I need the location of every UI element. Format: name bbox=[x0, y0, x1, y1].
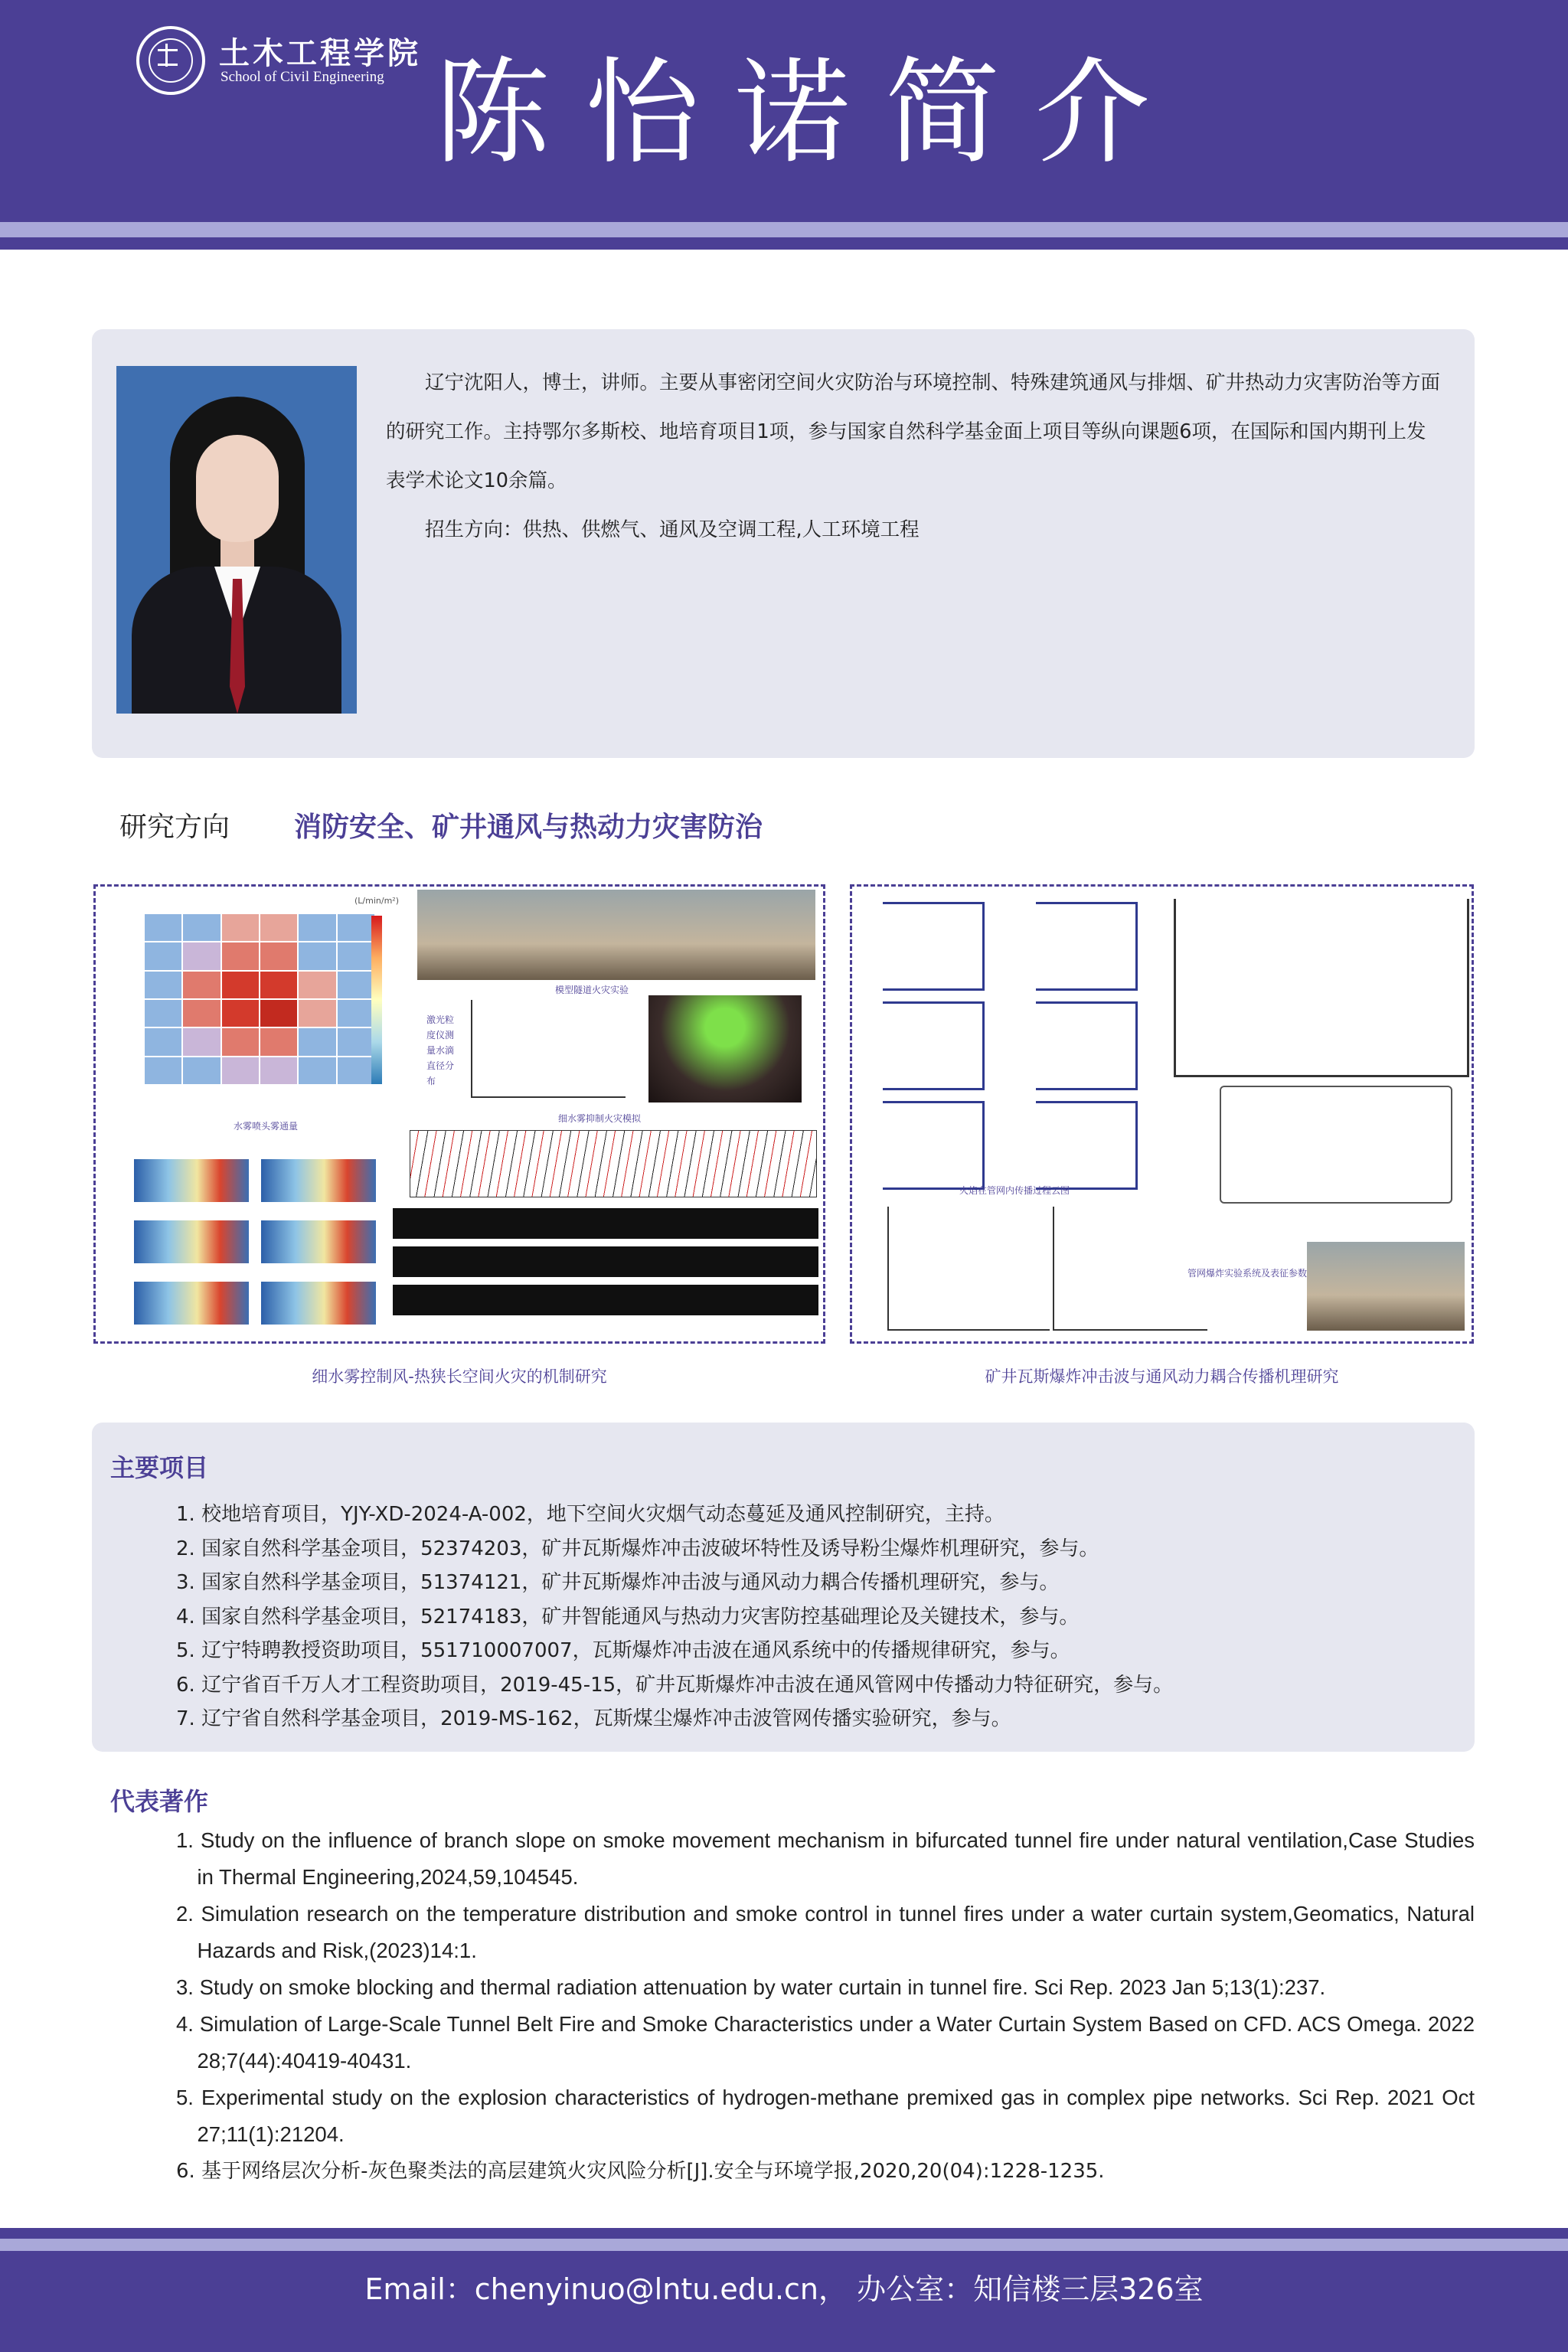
list-item: 5. Experimental study on the explosion characteristics of hydrogen-methane premixed gas in complex pipe networks. Sci Rep. 2021 Oct 27;11(1):21204. bbox=[176, 2086, 1475, 2146]
figure-water-mist bbox=[93, 884, 825, 1344]
streamline-plot bbox=[410, 1130, 817, 1197]
list-item: 1. 校地培育项目，YJY-XD-2024-A-002，地下空间火灾烟气动态蔓延及通风控制研究，主持。 bbox=[176, 1503, 1004, 1526]
projects-card bbox=[92, 1423, 1475, 1752]
contour-plot-2 bbox=[261, 1159, 376, 1202]
enrollment-direction: 招生方向：供热、供燃气、通风及空调工程,人工环境工程 bbox=[425, 518, 920, 541]
pressure-position-chart bbox=[1053, 1207, 1207, 1331]
publications-title: 代表著作 bbox=[110, 1787, 209, 1816]
logo-english-name: School of Civil Engineering bbox=[220, 69, 384, 85]
spray-jet-photo bbox=[648, 995, 802, 1102]
list-item: 2. Simulation research on the temperature distribution and smoke control in tunnel fires under a water curtain system,Geomatics, Natural Hazards and Risk,(2023)14:1. bbox=[176, 1902, 1475, 1962]
school-logo bbox=[136, 26, 427, 103]
footer-banner bbox=[0, 2251, 1568, 2352]
pressure-curve-chart bbox=[887, 1207, 1050, 1331]
research-direction-value: 消防安全、矿井通风与热动力灾害防治 bbox=[294, 812, 763, 843]
spray-flux-heatmap bbox=[145, 914, 374, 1084]
list-item: 6. 基于网络层次分析-灰色聚类法的高层建筑火灾风险分析[J].安全与环境学报,2020,20(04):1228-1235. bbox=[176, 2160, 1105, 2183]
simulation-caption: 细水雾抑制火灾模拟 bbox=[558, 1113, 642, 1124]
list-item: 6. 辽宁省百千万人才工程资助项目，2019-45-15，矿井瓦斯爆炸冲击波在通风管网中传播动力特征研究，参与。 bbox=[176, 1673, 1174, 1697]
heatmap-unit: (L/min/m²) bbox=[354, 896, 399, 906]
pipe-network-diagram bbox=[1174, 899, 1469, 1077]
contour-plot-3 bbox=[134, 1220, 249, 1263]
list-item: 1. Study on the influence of branch slope on smoke movement mechanism in bifurcated tunnel fire under natural ventilation,Case Studies in Thermal Engineering,2024,59,104545. bbox=[176, 1828, 1475, 1889]
figure-left-caption: 细水雾控制风-热狭长空间火灾的机制研究 bbox=[312, 1367, 607, 1386]
params-caption: 管网爆炸实验系统及表征参数 bbox=[1187, 1268, 1308, 1279]
bio-paragraph: 辽宁沈阳人，博士，讲师。主要从事密闭空间火灾防治与环境控制、特殊建筑通风与排烟、矿井热动力灾害防治等方面的研究工作。主持鄂尔多斯校、地培育项目1项，参与国家自然科学基金面上项目等纵向课题6项，在国际和国内期刊上发表学术论文10余篇。 bbox=[386, 371, 1441, 492]
list-item: 7. 辽宁省自然科学基金项目，2019-MS-162，瓦斯煤尘爆炸冲击波管网传播实验研究，参与。 bbox=[176, 1707, 1011, 1730]
research-direction-label: 研究方向 bbox=[119, 812, 230, 843]
pipe-cloud-6 bbox=[1036, 1101, 1138, 1190]
pipe-cloud-5 bbox=[883, 1101, 985, 1190]
header-banner bbox=[0, 0, 1568, 222]
projects-list bbox=[176, 1498, 1447, 1736]
list-item: 3. 国家自然科学基金项目，51374121，矿井瓦斯爆炸冲击波与通风动力耦合传播机理研究，参与。 bbox=[176, 1571, 1060, 1594]
pipe-cloud-3 bbox=[883, 1001, 985, 1090]
list-item: 4. Simulation of Large-Scale Tunnel Belt Fire and Smoke Characteristics under a Water Curtain System Based on CFD. ACS Omega. 2022 28;7(44):40419-40431. bbox=[176, 2012, 1475, 2073]
list-item: 5. 辽宁特聘教授资助项目，551710007007，瓦斯爆炸冲击波在通风系统中的传播规律研究，参与。 bbox=[176, 1639, 1070, 1662]
list-item: 3. Study on smoke blocking and thermal radiation attenuation by water curtain in tunnel fire. Sci Rep. 2023 Jan 5;13(1):237. bbox=[176, 1975, 1326, 1999]
page-title: 陈怡诺简介 bbox=[435, 47, 1186, 180]
tunnel-caption: 模型隧道火灾实验 bbox=[555, 985, 629, 995]
tunnel-photo bbox=[417, 890, 815, 980]
fire-frame-1 bbox=[393, 1208, 818, 1239]
list-item: 4. 国家自然科学基金项目，52174183，矿井智能通风与热动力灾害防控基础理论及关键技术，参与。 bbox=[176, 1605, 1080, 1628]
contour-plot-6 bbox=[261, 1282, 376, 1325]
list-item: 2. 国家自然科学基金项目，52374203，矿井瓦斯爆炸冲击波破坏特性及诱导粉尘爆炸机理研究，参与。 bbox=[176, 1537, 1099, 1560]
contact-info: Email：chenyinuo@lntu.edu.cn， 办公室：知信楼三层326室 bbox=[364, 2272, 1204, 2306]
cloud-caption: 火焰在管网内传播过程云图 bbox=[959, 1185, 1070, 1196]
heatmap-caption: 水雾喷头雾通量 bbox=[234, 1121, 299, 1132]
portrait-photo bbox=[116, 366, 357, 714]
bio-text bbox=[386, 358, 1442, 554]
pipe-cloud-4 bbox=[1036, 1001, 1138, 1090]
experiment-photo bbox=[1307, 1242, 1465, 1331]
contour-plot-5 bbox=[134, 1282, 249, 1325]
header-stripe-dark bbox=[0, 237, 1568, 250]
droplet-distribution-chart bbox=[471, 1000, 626, 1098]
contour-plot-1 bbox=[134, 1159, 249, 1202]
fire-frame-3 bbox=[393, 1285, 818, 1315]
contour-plot-4 bbox=[261, 1220, 376, 1263]
figure-gas-explosion bbox=[850, 884, 1474, 1344]
laser-caption: 激光粒度仪测量水滴直径分布 bbox=[426, 1014, 455, 1086]
header-stripe-light bbox=[0, 222, 1568, 237]
heatmap-colorbar bbox=[371, 916, 382, 1084]
footer-stripe-light bbox=[0, 2239, 1568, 2251]
footer-stripe-dark bbox=[0, 2228, 1568, 2239]
school-seal-icon bbox=[136, 26, 205, 95]
fire-frame-2 bbox=[393, 1246, 818, 1277]
publications-list bbox=[176, 1822, 1475, 2190]
pipe-cloud-2 bbox=[1036, 902, 1138, 991]
ignition-system-diagram bbox=[1220, 1086, 1452, 1204]
pipe-cloud-1 bbox=[883, 902, 985, 991]
projects-title: 主要项目 bbox=[110, 1453, 209, 1482]
logo-chinese-name: 土木工程学院 bbox=[219, 35, 421, 71]
figure-right-caption: 矿井瓦斯爆炸冲击波与通风动力耦合传播机理研究 bbox=[985, 1367, 1339, 1386]
profile-card bbox=[92, 329, 1475, 758]
